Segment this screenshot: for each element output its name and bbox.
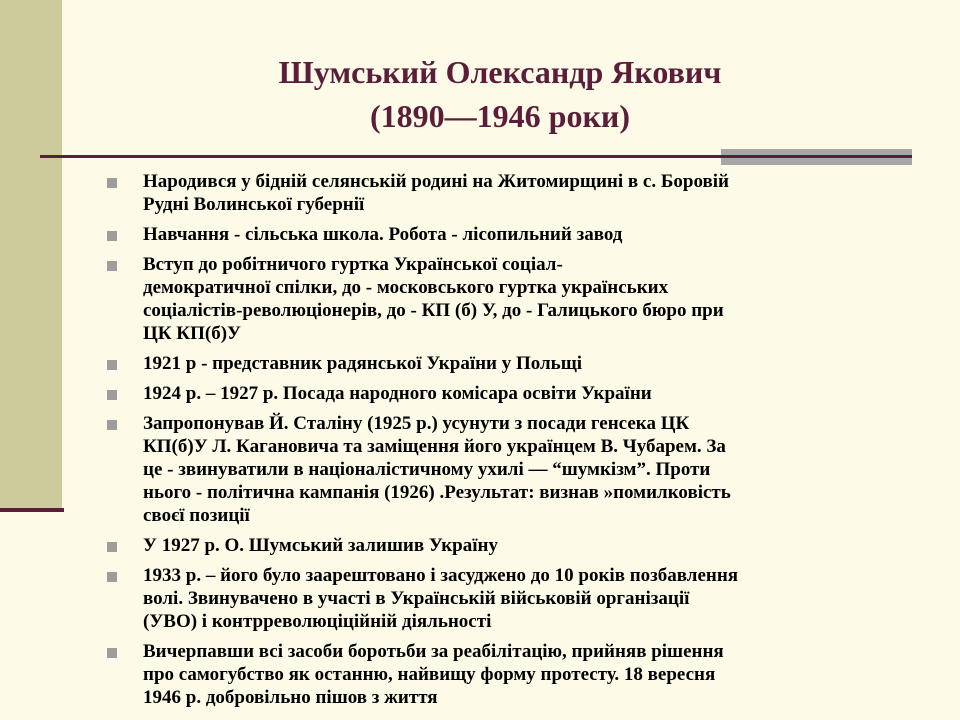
list-item-text: 1924 р. – 1927 р. Посада народного комісара освіти України (143, 383, 652, 404)
bullet-square-icon (107, 420, 117, 430)
bullet-list (103, 170, 903, 716)
list-item-text: 1933 р. – його було заарештовано і засуджено до 10 років позбавлення волі. Звинувачено в участі в Українській військовій організації (УВО) і контрреволюціційній діяльності (143, 565, 739, 632)
list-item-text: Народився у бідній селянській родині на Житомирщині в с. Боровій Рудні Волинської губернії (143, 171, 729, 215)
list-item (103, 640, 903, 709)
list-item-text: Запропонував Й. Сталіну (1925 р.) усунути з посади генсека ЦК КП(б)У Л. Кагановича та заміщення його українцем В. Чубарем. За це - звинуватили в націоналістичному ухилі — “шумкізм”. Проти нього - політична кампанія (1926) .Результат: визнав »помилковість своєї позиції (143, 413, 731, 526)
slide-title (80, 50, 920, 138)
bullet-square-icon (107, 390, 117, 400)
bullet-square-icon (107, 360, 117, 370)
list-item-text: Вступ до робітничого гуртка Української соціал- демократичної спілки, до - московського гуртка українських соціалістів-революціонерів, до - КП (б) У, до - Галицького бюро при ЦК КП(б)У (143, 254, 724, 344)
list-item (103, 564, 903, 633)
bullet-square-icon (107, 542, 117, 552)
sidebar-edge-line (0, 508, 64, 512)
list-item (103, 170, 903, 216)
bullet-square-icon (107, 261, 117, 271)
list-item (103, 352, 903, 375)
list-item (103, 534, 903, 557)
bullet-square-icon (107, 178, 117, 188)
title-divider-line (721, 155, 912, 158)
list-item-text: У 1927 р. О. Шумський залишив Україну (143, 535, 498, 556)
list-item-text: Вичерпавши всі засоби боротьби за реабілітацію, прийняв рішення про самогубство як останню, найвищу форму протесту. 18 вересня 1946 р. добровільно пішов з життя (143, 641, 724, 708)
bullet-square-icon (107, 572, 117, 582)
list-item (103, 412, 903, 527)
list-item-text: Навчання - сільська школа. Робота - лісопильний завод (143, 224, 623, 245)
bullet-square-icon (107, 648, 117, 658)
list-item-text: 1921 р - представник радянської України у Польщі (143, 353, 583, 374)
list-item (103, 223, 903, 246)
list-item (103, 253, 903, 345)
title-line-name: Шумський Олександр Якович (278, 54, 722, 90)
sidebar-decoration (0, 0, 62, 510)
list-item (103, 382, 903, 405)
bullet-square-icon (107, 231, 117, 241)
title-line-years: (1890—1946 роки) (370, 98, 630, 134)
